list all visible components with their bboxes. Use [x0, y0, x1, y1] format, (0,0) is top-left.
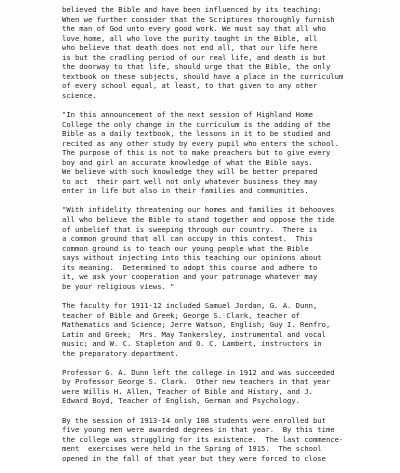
text-line: "With infidelity threatening our homes and families it behooves [62, 205, 335, 215]
text-line: of unbelief that is sweeping through our country. There is [62, 224, 318, 234]
text-line: it, we ask your cooperation and your patronage whatever may [62, 272, 318, 282]
paragraph-dunn-departure [62, 368, 392, 406]
text-line: the doorway to that life, should urge that the Bible, the only [62, 62, 331, 72]
text-line: We believe with such knowledge they will be better prepared [62, 167, 318, 177]
text-line: who believe that death does not end all, that our life here [62, 43, 318, 53]
text-line: the college was struggling for its existence. The last commence- [62, 434, 344, 444]
text-line: "In this announcement of the next session of Highland Home [62, 110, 313, 120]
text-line: a common ground that all can occupy in this contest. This [62, 234, 313, 244]
text-line: is but the cradling period of our real life, and death is but [62, 52, 326, 62]
text-line: College the only change in the curriculum is the adding of the [62, 119, 331, 129]
text-line: textbook on these subjects, should have a place in the curriculum [62, 71, 344, 81]
text-line: opened in the fall of that year but they were forced to close [62, 453, 326, 463]
text-line: Mathematics and Science; Jerre Watson, English; Guy I. Renfro, [62, 320, 331, 330]
text-line: enter in life but also in their families and communities. [62, 186, 309, 196]
body-text [62, 5, 392, 473]
text-line: to act their part well not only whatever business they may [62, 176, 318, 186]
text-line: Bible as a daily textbook, the lessons in it to be studied and [62, 129, 331, 139]
text-line: science. [62, 90, 97, 100]
text-line: ment exercises were held in the Spring of 1915. The school [62, 444, 322, 454]
text-line: Professor G. A. Dunn left the college in 1912 and was succeeded [62, 367, 335, 377]
paragraph-bible-influence [62, 5, 392, 100]
text-line: all who believe the Bible to stand together and oppose the tide [62, 215, 335, 225]
text-line: boy and girl an accurate knowledge of what the Bible says. [62, 157, 313, 167]
text-line: says without injecting into this teaching our opinions about [62, 253, 322, 263]
text-line: recited as any other study by every pupil who enters the school. [62, 138, 339, 148]
text-line: By the session of 1913-14 only 108 students were enrolled but [62, 415, 326, 425]
text-line: music; and W. C. Stapleton and O. C. Lambert, instructors in [62, 339, 322, 349]
text-line: were Willis H. Allen, Teacher of Bible and History, and J. [62, 386, 313, 396]
text-line: the preparatory department. [62, 348, 179, 358]
paragraph-faculty-1911 [62, 301, 392, 358]
text-line: common ground is to teach our young people what the Bible [62, 243, 309, 253]
paragraph-session-1913 [62, 416, 392, 464]
text-line: the man of God unto every good work. We must say that all who [62, 24, 326, 34]
text-line: The purpose of this is not to make preachers but to give every [62, 148, 331, 158]
text-line: five young men were awarded degrees in that year. By this time [62, 425, 335, 435]
text-line: be your religious views. " [62, 281, 175, 291]
text-line: love home, all who love the purity taught in the Bible, all [62, 33, 318, 43]
text-line: When we further consider that the Scriptures thoroughly furnish [62, 14, 335, 24]
paragraph-infidelity [62, 205, 392, 291]
text-line: its meaning. Determined to adopt this course and adhere to [62, 262, 318, 272]
text-line: Latin and Greek; Mrs. May Tankersley, instrumental and vocal [62, 329, 326, 339]
text-line: of every school equal, at least, to that given to any other [62, 81, 318, 91]
text-line: The faculty for 1911-12 included Samuel Jordan, G. A. Dunn, [62, 300, 318, 310]
text-line: by Professor George S. Clark. Other new teachers in that year [62, 377, 331, 387]
text-line: Edward Boyd, Teacher of English, German and Psychology. [62, 396, 300, 406]
text-line: teacher of Bible and Greek; George S. Clark, teacher of [62, 310, 300, 320]
paragraph-announcement [62, 110, 392, 196]
text-line: believed the Bible and have been influenced by its teaching: [62, 5, 322, 14]
